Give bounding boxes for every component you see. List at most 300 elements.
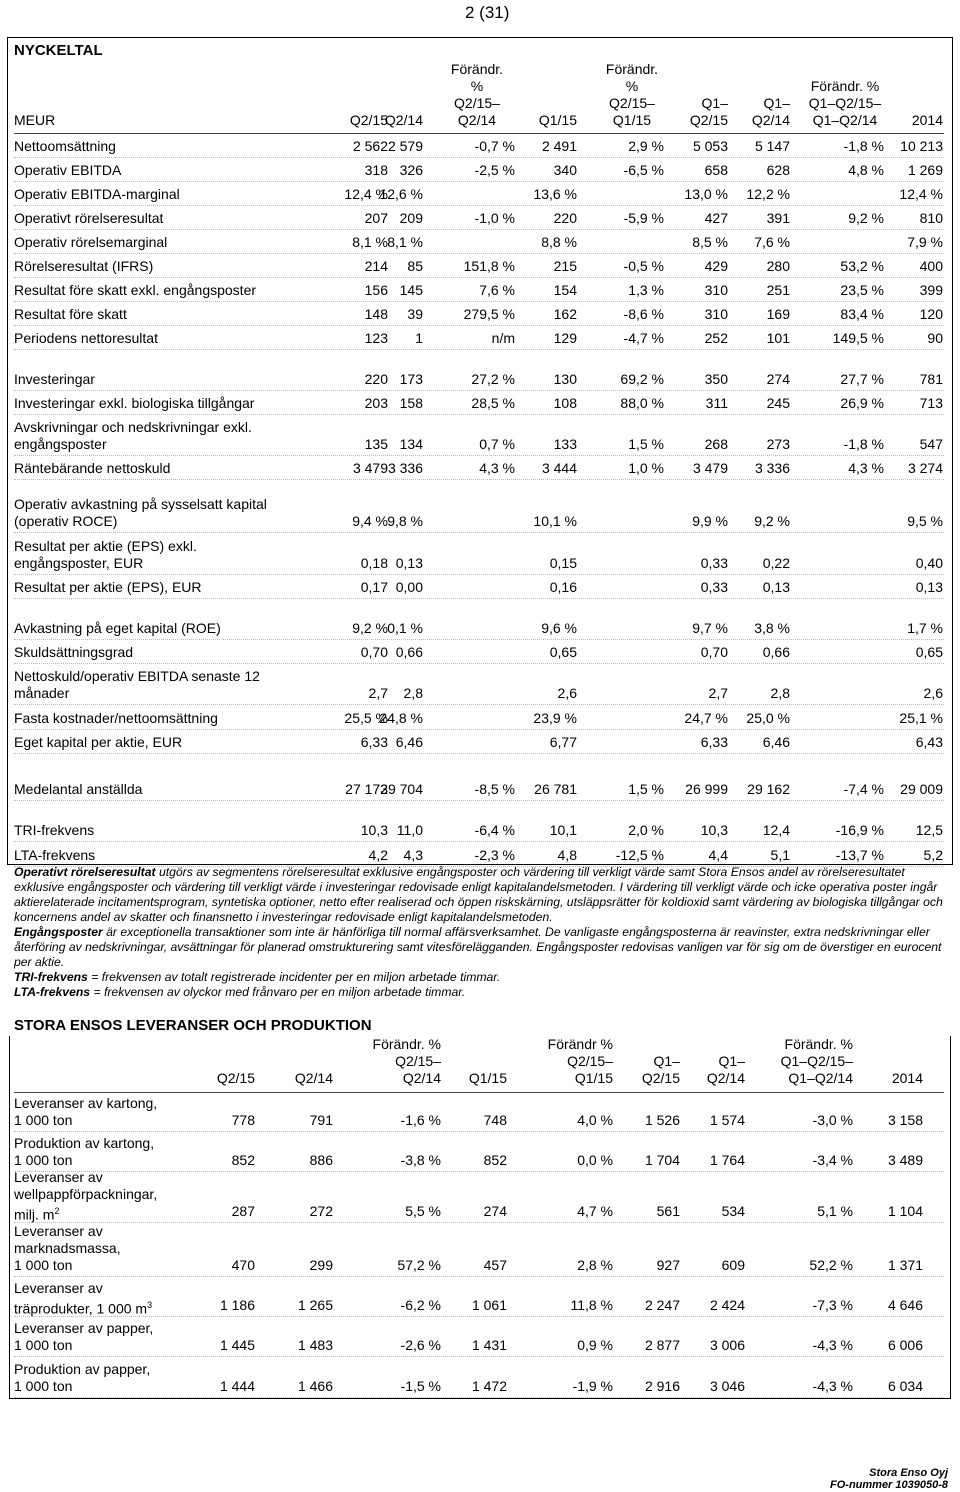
row-rule: [14, 253, 944, 254]
table-cell: -8,6 %: [623, 306, 664, 322]
note-term: Operativt rörelseresultat: [14, 865, 156, 879]
table-cell: 0,9 %: [577, 1337, 613, 1353]
table-cell: 203: [364, 395, 388, 411]
row-rule: [14, 663, 944, 664]
column-header-line: Q1–Q2/14: [788, 1070, 853, 1086]
column-header-line: Q2/15–: [609, 95, 655, 111]
table-cell: -1,0 %: [474, 210, 515, 226]
table-cell: 2,0 %: [628, 822, 664, 838]
column-header: [223, 1070, 333, 1087]
column-header: [730, 95, 790, 129]
table-cell: 4,4: [708, 847, 728, 863]
table-cell: 3 274: [907, 460, 943, 476]
row-rule: [14, 1131, 944, 1132]
table-cell: 7,6 %: [754, 234, 790, 250]
table-cell: 134: [399, 436, 423, 452]
column-header-line: Q2/14: [457, 112, 497, 128]
table-cell: 8,1 %: [387, 234, 423, 250]
table-cell: 350: [704, 371, 728, 387]
table-cell: 318: [364, 162, 388, 178]
table-cell: 340: [553, 162, 577, 178]
table-cell: 3 158: [887, 1112, 923, 1128]
table-cell: 108: [553, 395, 577, 411]
column-header-line: Förändr. %: [784, 1036, 853, 1052]
definitions-notes: [14, 865, 956, 1000]
table-cell: 245: [766, 395, 790, 411]
row-label: [14, 579, 202, 596]
row-label-line: Periodens nettoresultat: [14, 330, 158, 346]
table-cell: -7,4 %: [843, 781, 884, 797]
table-cell: 145: [399, 282, 423, 298]
row-label-line: Operativ rörelsemarginal: [14, 234, 168, 250]
column-header-line: Q1–Q2/15–: [808, 95, 882, 111]
row-rule: [14, 800, 944, 801]
table-cell: 10,1 %: [533, 513, 577, 529]
row-label: [14, 419, 252, 453]
table-cell: 2 562: [352, 138, 388, 154]
table-cell: 83,4 %: [840, 306, 884, 322]
column-header-line: Q1–: [653, 1053, 680, 1069]
row-rule: [14, 325, 944, 326]
row-label-line: Skuldsättningsgrad: [14, 644, 134, 660]
table-cell: 9,9 %: [692, 513, 728, 529]
note-tri: [14, 970, 956, 985]
table-cell: 778: [231, 1112, 255, 1128]
table-cell: 251: [766, 282, 790, 298]
table-cell: 0,40: [915, 555, 943, 571]
table-cell: 3 336: [754, 460, 790, 476]
table-cell: 29 009: [900, 781, 943, 797]
table-cell: 0,13: [395, 555, 423, 571]
table-cell: 1 061: [471, 1297, 507, 1313]
table-cell: 273: [766, 436, 790, 452]
table-cell: 3 444: [541, 460, 577, 476]
row-label-line: Resultat före skatt: [14, 306, 127, 322]
table-cell: 123: [364, 330, 388, 346]
row-label-line: Operativ EBITDA: [14, 162, 122, 178]
table-cell: 52,2 %: [809, 1257, 853, 1273]
row-label: [14, 306, 127, 323]
table-cell: 658: [704, 162, 728, 178]
row-rule: [14, 841, 944, 842]
table-cell: 5,2: [923, 847, 943, 863]
column-header-line: Q2/15: [349, 112, 388, 128]
row-rule: [14, 205, 944, 206]
row-label-line: Leveranser av: [14, 1223, 103, 1239]
table-cell: 279,5 %: [463, 306, 515, 322]
table-cell: 4,3: [403, 847, 423, 863]
table-cell: 2,7: [368, 685, 388, 701]
row-label: [14, 822, 94, 839]
table-cell: 9,5 %: [907, 513, 943, 529]
row-label: [14, 234, 167, 251]
table-cell: 11,0: [396, 822, 423, 838]
row-label-line: Operativt rörelseresultat: [14, 210, 164, 226]
page-number: 2 (31): [465, 3, 510, 22]
row-label-line: 1 000 ton: [14, 1378, 73, 1394]
row-label-line: 1 000 ton: [14, 1337, 73, 1353]
table-cell: 26 999: [685, 781, 728, 797]
table-cell: 311: [705, 395, 728, 411]
table-cell: 24,7 %: [684, 710, 728, 726]
row-label: [14, 395, 254, 412]
table-cell: 1 104: [887, 1203, 923, 1219]
row-label-line: Investeringar exkl. biologiska tillgångar: [14, 395, 255, 411]
table-cell: 2,8: [770, 685, 790, 701]
row-label: [14, 847, 95, 864]
row-label-line: Produktion av kartong,: [14, 1135, 155, 1151]
table-cell: 53,2 %: [840, 258, 884, 274]
table-cell: 3,8 %: [754, 620, 790, 636]
column-header-line: Q2/14: [294, 1070, 333, 1086]
table-cell: 2 579: [387, 138, 423, 154]
table-cell: 209: [399, 210, 423, 226]
table-cell: -0,5 %: [623, 258, 664, 274]
table-cell: 0,70: [360, 644, 388, 660]
table-cell: 7,9 %: [907, 234, 943, 250]
table-cell: -2,3 %: [474, 847, 515, 863]
table-cell: 69,2 %: [620, 371, 664, 387]
table-cell: 169: [766, 306, 790, 322]
column-header-line: Q2/15–: [395, 1053, 441, 1069]
row-rule: [14, 1222, 944, 1223]
table-cell: -1,5 %: [400, 1378, 441, 1394]
table-cell: 748: [483, 1112, 507, 1128]
table-cell: 23,5 %: [840, 282, 884, 298]
table-cell: 781: [919, 371, 943, 387]
row-label-line: LTA-frekvens: [14, 847, 96, 863]
column-header-line: Q2/14: [751, 112, 790, 128]
column-header: [863, 112, 943, 129]
table-cell: 0,18: [360, 555, 388, 571]
table-cell: 10,1: [549, 822, 577, 838]
row-label: [14, 538, 197, 572]
table-cell: 0,65: [549, 644, 577, 660]
table-cell: 609: [721, 1257, 745, 1273]
row-label-line: Resultat per aktie (EPS) exkl.: [14, 538, 197, 554]
footer-org-number: FO-nummer 1039050-8: [830, 1479, 948, 1491]
table-cell: 6,46: [395, 734, 423, 750]
table-cell: 2,9 %: [628, 138, 664, 154]
table-cell: 1 526: [644, 1112, 680, 1128]
table-cell: 130: [553, 371, 577, 387]
table-cell: 1 704: [644, 1152, 680, 1168]
row-label-line: Resultat före skatt exkl. engångsposter: [14, 282, 257, 298]
table-cell: 4 646: [887, 1297, 923, 1313]
table-cell: 2,8 %: [577, 1257, 613, 1273]
table-cell: 9,2 %: [352, 620, 388, 636]
table-cell: 12,5: [915, 822, 943, 838]
header-rule: [14, 1092, 944, 1093]
table-cell: 310: [704, 306, 728, 322]
column-header-line: Q2/15–: [567, 1053, 613, 1069]
row-label: [14, 710, 218, 727]
table-cell: 25,5 %: [344, 710, 388, 726]
column-header-line: Q1/15: [538, 112, 577, 128]
row-label: [14, 138, 116, 155]
table-cell: 0,65: [915, 644, 943, 660]
row-label-line: månader: [14, 685, 70, 701]
page-footer: [830, 1467, 948, 1491]
row-label-line: Leveranser av: [14, 1280, 103, 1296]
table-cell: 1 574: [709, 1112, 745, 1128]
column-header-line: Q2/15: [689, 112, 728, 128]
table-cell: 534: [721, 1203, 745, 1219]
table-cell: 9,2 %: [754, 513, 790, 529]
row-label-line: Resultat per aktie (EPS), EUR: [14, 579, 202, 595]
table-cell: 4,0 %: [577, 1112, 613, 1128]
table-cell: 3 006: [709, 1337, 745, 1353]
column-header: [668, 95, 728, 129]
row-label-line: engångsposter: [14, 436, 107, 452]
table-cell: 274: [766, 371, 790, 387]
table-cell: -8,5 %: [474, 781, 515, 797]
table-cell: 0,70: [700, 644, 728, 660]
table-cell: 268: [704, 436, 728, 452]
table-cell: 9,8 %: [387, 513, 423, 529]
table-cell: 154: [553, 282, 577, 298]
table-cell: 1 483: [297, 1337, 333, 1353]
table-cell: 10 213: [900, 138, 943, 154]
table-cell: -12,5 %: [615, 847, 664, 863]
column-header-line: Förändr.: [450, 61, 504, 77]
table-cell: 1,5 %: [628, 781, 664, 797]
table-cell: 12,4: [762, 822, 790, 838]
table-cell: 299: [309, 1257, 333, 1273]
table-cell: n/m: [491, 330, 515, 346]
table-cell: 151,8 %: [463, 258, 515, 274]
row-rule: [14, 1356, 944, 1357]
table-cell: 8,8 %: [541, 234, 577, 250]
note-term: Engångsposter: [14, 925, 103, 939]
row-label-line: Nettoskuld/operativ EBITDA senaste 12: [14, 668, 260, 684]
table-cell: 1 764: [709, 1152, 745, 1168]
row-label: [14, 1223, 121, 1274]
table-cell: 427: [704, 210, 728, 226]
table-cell: 280: [766, 258, 790, 274]
unit-superscript: 2: [54, 1206, 60, 1216]
table-cell: -4,7 %: [623, 330, 664, 346]
table-cell: 1,7 %: [907, 620, 943, 636]
table-cell: -1,8 %: [843, 138, 884, 154]
row-rule: [14, 277, 944, 278]
table-cell: 162: [553, 306, 577, 322]
table-cell: 90: [927, 330, 943, 346]
table-cell: 852: [483, 1152, 507, 1168]
unit-superscript: 3: [147, 1300, 153, 1310]
row-label-line: Leveranser av papper,: [14, 1320, 154, 1336]
note-text: är exceptionella transaktioner som inte är hänförliga till normal affärsverksamhet. De vanligaste engångsposterna är reavinster, extra nedskrivningar eller återföring av nedskrivningar, avsättningar för planerad omstrukturering samt vitesförelägganden. Engångsposter redovisas vanligen var för sig om de överstiger en eurocent per aktie.: [14, 925, 942, 969]
table-cell: 0,17: [360, 579, 388, 595]
row-label-line: Investeringar: [14, 371, 95, 387]
table-cell: 6 034: [887, 1378, 923, 1394]
table-cell: 852: [231, 1152, 255, 1168]
table-cell: 274: [483, 1203, 507, 1219]
table-cell: 326: [399, 162, 423, 178]
table-cell: 5,1 %: [817, 1203, 853, 1219]
note-text: = frekvensen av totalt registrerade incidenter per en miljon arbetade timmar.: [87, 970, 501, 984]
row-rule: [14, 414, 944, 415]
table-cell: 29 162: [747, 781, 790, 797]
table-cell: 0,13: [915, 579, 943, 595]
table-cell: -7,3 %: [812, 1297, 853, 1313]
table-cell: 0,00: [395, 579, 423, 595]
row-label-line: (operativ ROCE): [14, 513, 118, 529]
table-cell: 1 431: [471, 1337, 507, 1353]
table-cell: 135: [364, 436, 388, 452]
table-cell: 3 046: [709, 1378, 745, 1394]
row-label: [14, 460, 170, 477]
table-cell: 12,2 %: [746, 186, 790, 202]
row-label: [14, 1320, 153, 1354]
row-label-line: Nettoomsättning: [14, 138, 116, 154]
note-operating-result: [14, 865, 956, 925]
table-cell: 391: [766, 210, 790, 226]
table-cell: 27 173: [345, 781, 388, 797]
table-cell: -0,7 %: [474, 138, 515, 154]
row-rule: [14, 1276, 944, 1277]
table-cell: 25,0 %: [746, 710, 790, 726]
table-cell: 400: [919, 258, 943, 274]
row-label-line: 1 000 ton: [14, 1152, 73, 1168]
row-rule: [14, 1316, 944, 1317]
table-cell: 26,9 %: [840, 395, 884, 411]
row-rule: [14, 181, 944, 182]
table-cell: 810: [919, 210, 943, 226]
table-cell: 6,43: [915, 734, 943, 750]
table-cell: 547: [919, 436, 943, 452]
row-label: [14, 1169, 157, 1224]
row-label-line: wellpappförpackningar,: [14, 1186, 158, 1202]
table-cell: 85: [407, 258, 423, 274]
row-label: [14, 330, 158, 347]
table-cell: 2,8: [403, 685, 423, 701]
table-cell: 0,22: [762, 555, 790, 571]
row-label-line: Medelantal anställda: [14, 781, 143, 797]
table-cell: 252: [704, 330, 728, 346]
column-header-line: Förändr. %: [372, 1036, 441, 1052]
table-cell: 399: [919, 282, 943, 298]
column-header-line: Q2/15: [641, 1070, 680, 1086]
row-rule: [14, 753, 944, 754]
table-cell: 2 877: [644, 1337, 680, 1353]
column-header-line: Q1/15: [612, 112, 652, 128]
table-cell: 9,4 %: [352, 513, 388, 529]
column-header-line: %: [470, 78, 484, 94]
table-cell: -1,6 %: [400, 1112, 441, 1128]
column-header-line: Q2/14: [384, 112, 423, 128]
table-cell: 215: [553, 258, 577, 274]
table-cell: -4,3 %: [812, 1337, 853, 1353]
table-cell: -1,9 %: [572, 1378, 613, 1394]
row-label: [14, 162, 121, 179]
table-cell: 25,1 %: [899, 710, 943, 726]
column-header-line: Q2/15: [216, 1070, 255, 1086]
table-cell: -1,8 %: [843, 436, 884, 452]
table-cell: 272: [309, 1203, 333, 1219]
table-cell: 791: [309, 1112, 333, 1128]
table-cell: 156: [364, 282, 388, 298]
row-label-line: 1 000 ton: [14, 1257, 73, 1273]
column-header-line: Förändr. %: [810, 78, 880, 94]
table-cell: 0,0 %: [577, 1152, 613, 1168]
table-cell: 6,33: [700, 734, 728, 750]
table-cell: 1 186: [219, 1297, 255, 1313]
column-header-line: Q1/15: [574, 1070, 613, 1086]
table-cell: 133: [553, 436, 577, 452]
table-cell: 13,6 %: [533, 186, 577, 202]
column-header-line: Q1–: [701, 95, 728, 111]
table-cell: 6,33: [360, 734, 388, 750]
row-label-line: 1 000 ton: [14, 1112, 73, 1128]
table-cell: 1 269: [907, 162, 943, 178]
table-cell: -6,4 %: [474, 822, 515, 838]
note-lta: [14, 985, 956, 1000]
table-cell: 470: [231, 1257, 255, 1273]
table-cell: 220: [553, 210, 577, 226]
row-rule: [14, 1397, 944, 1398]
row-rule: [14, 229, 944, 230]
table-cell: 2 247: [644, 1297, 680, 1313]
table-cell: 148: [364, 306, 388, 322]
table-cell: 10,3: [360, 822, 388, 838]
row-label-line: Leveranser av kartong,: [14, 1095, 158, 1111]
table-cell: 0,66: [395, 644, 423, 660]
table-cell: 5 053: [692, 138, 728, 154]
row-label: [14, 371, 95, 388]
table-cell: 3 479: [692, 460, 728, 476]
row-rule: [14, 301, 944, 302]
row-label-line: Fasta kostnader/nettoomsättning: [14, 710, 218, 726]
deliveries-title: STORA ENSOS LEVERANSER OCH PRODUKTION: [14, 1017, 372, 1034]
table-cell: 2,7: [708, 685, 728, 701]
table-cell: 713: [919, 395, 943, 411]
note-items-affecting: [14, 925, 956, 970]
table-cell: -6,5 %: [623, 162, 664, 178]
header-rule: [14, 133, 944, 134]
row-label: [14, 1280, 152, 1318]
table-cell: -4,3 %: [812, 1378, 853, 1394]
table-cell: 0,16: [549, 579, 577, 595]
table-cell: 0,1 %: [387, 620, 423, 636]
row-label: [14, 1361, 150, 1395]
table-cell: 12,6 %: [379, 186, 423, 202]
table-cell: 4,7 %: [577, 1203, 613, 1219]
table-cell: 149,5 %: [832, 330, 884, 346]
table-cell: 4,3 %: [848, 460, 884, 476]
table-cell: 57,2 %: [397, 1257, 441, 1273]
table-cell: 1 265: [297, 1297, 333, 1313]
table-cell: 0,13: [762, 579, 790, 595]
column-header-line: Q2/14: [706, 1070, 745, 1086]
row-label-line: milj. $m^2$: [14, 1206, 60, 1223]
column-header-line: Q2/14: [402, 1070, 441, 1086]
table-cell: 8,5 %: [692, 234, 728, 250]
column-header: [343, 112, 423, 129]
table-cell: 1 444: [219, 1378, 255, 1394]
column-header-line: Q2/15–: [454, 95, 500, 111]
row-label: [14, 781, 142, 798]
table-cell: 9,6 %: [541, 620, 577, 636]
table-cell: 1: [415, 330, 423, 346]
table-cell: 26 781: [534, 781, 577, 797]
row-label: [14, 668, 260, 702]
table-cell: 9,2 %: [848, 210, 884, 226]
table-cell: 29 704: [380, 781, 423, 797]
row-label-line: Produktion av papper,: [14, 1361, 151, 1377]
row-label: [14, 620, 221, 637]
table-cell: 0,33: [700, 555, 728, 571]
